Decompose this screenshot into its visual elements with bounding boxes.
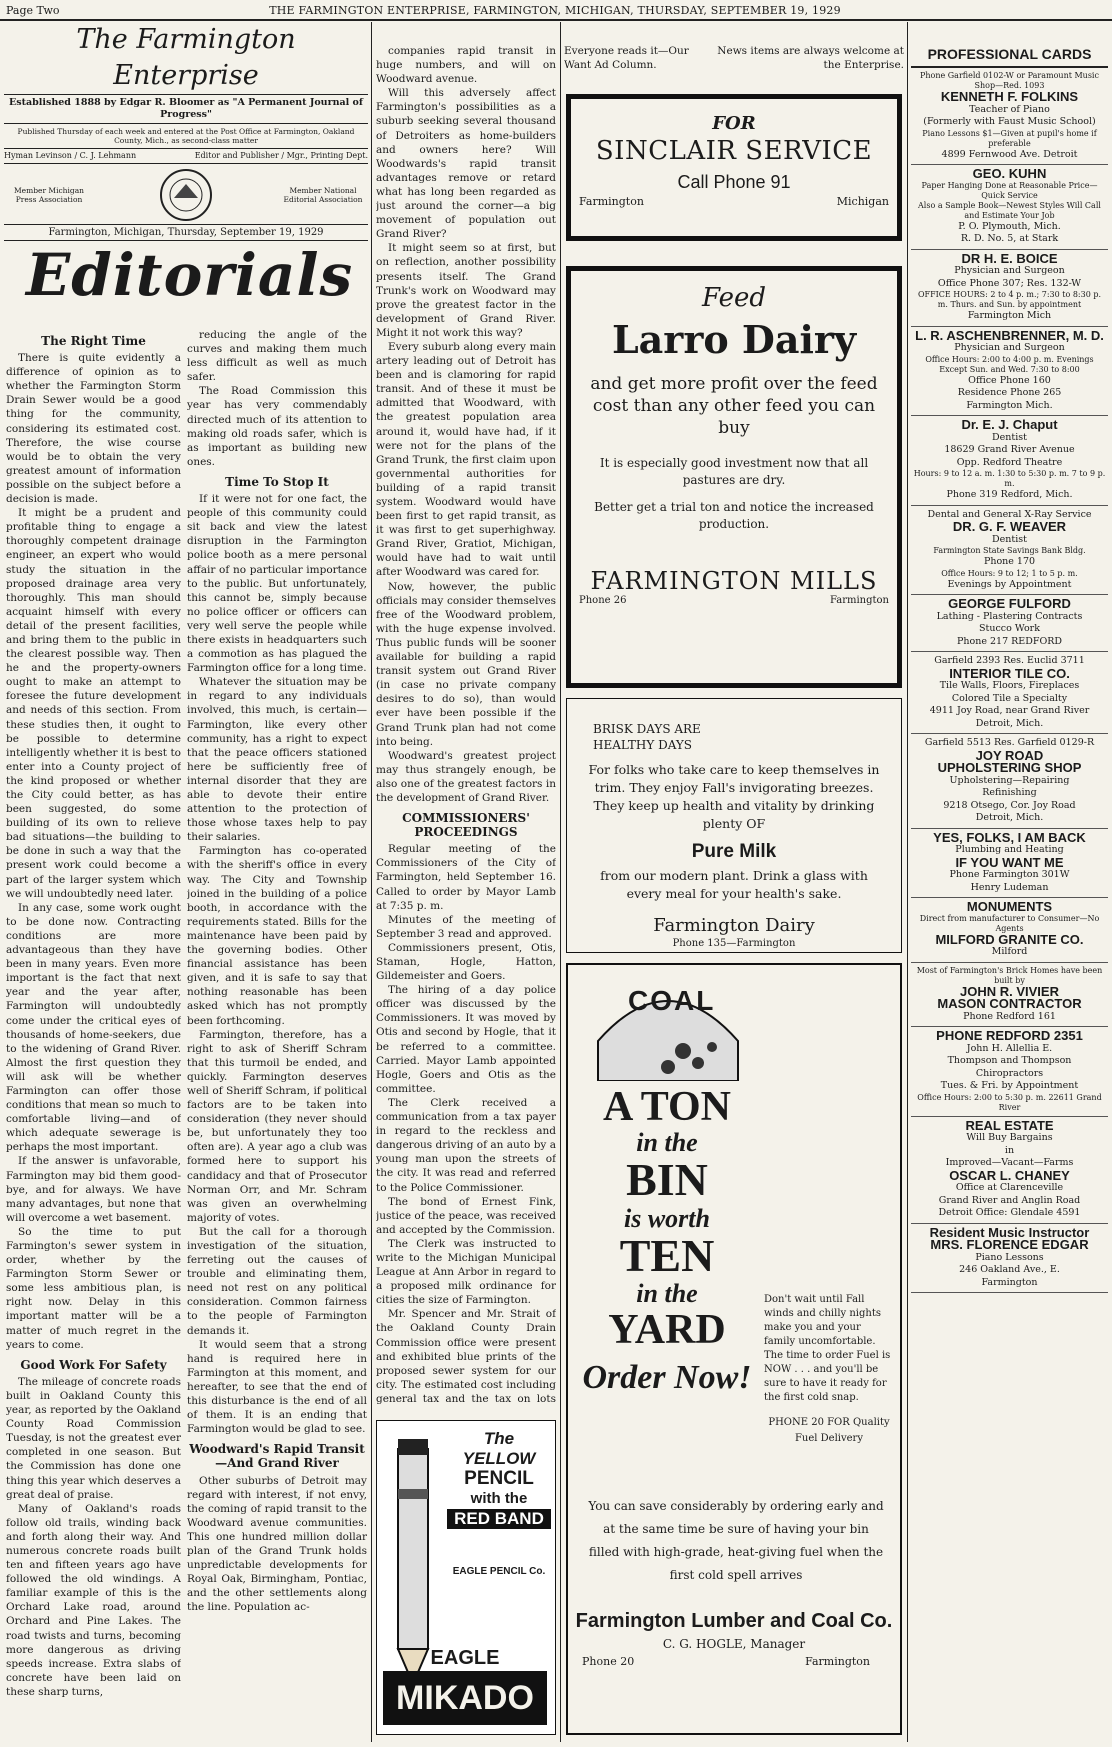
card-line: INTERIOR TILE CO. [949,665,1070,681]
card-line: Direct from manufacturer to Consumer—No Agents [919,913,1100,933]
card-line: P. O. Plymouth, Mich. [958,220,1061,232]
article-paragraph: The Road Commission this year has very commendably directed much of its attention to making old roads safer, which is as important as building new ones. [187,385,367,468]
business-card [911,506,1108,596]
column-1 [6,328,181,1740]
card-line: 246 Oakland Ave., E. [959,1264,1060,1275]
article-paragraph: Farmington has co-operated with the sheriff's office in every way. The City and Township joined in the building of a police booth, in accordance with the requirements stated. Bills for the maintenance have been paid by the governing bodies. Other financial assistance has been given, and it is safe to say that nothing reasonable has been asked which has not promptly been forthcoming. [187,845,367,1027]
larro-body-1: It is especially good investment now that all pastures are dry. [599,456,869,487]
business-card [911,595,1108,652]
article-paragraph: Minutes of the meeting of September 3 read and approved. [376,913,556,940]
pencil-line3: with the [470,1490,528,1507]
pencil-model: MIKADO [383,1671,547,1725]
card-line: Physician and Surgeon [954,342,1065,353]
article-paragraph: It might be a prudent and profitable thing to engage a thoroughly competent drainage engineer, an expert who would study the situation in the proposed drainage area very thoroughly. This man should acquaint himself with every detail of the present facilities, and bring them to the public in the clearest possible way. Then he and the property-owners ought to make an attempt to foresee the future development and needs of this section. From these studies then, it ought to be possible to determine intelligently whether it is best to enter into a County project of the kind proposed or whether the City could better, as has been suggested, do some building of its own to relieve bad situations—the building to be done in such a way that the present work could become a part of the larger system which we will undoubtedly need later. [6,507,181,900]
larro-dairy-ad [566,266,902,688]
dateline: Farmington, Michigan, Thursday, September 19, 1929 [4,224,368,241]
card-line: Tile Walls, Floors, Fireplaces [939,680,1080,691]
business-card [911,898,1108,963]
coal-is-worth: is worth [624,1203,710,1233]
sinclair-service-ad [566,94,902,241]
card-line: Hours: 9 to 12 a. m. 1:30 to 5:30 p. m. 7 to 9 p. m. [913,469,1106,488]
card-line: Piano Lessons [975,1251,1044,1263]
card-line: Plumbing and Heating [955,844,1064,855]
coal-order-now: Order Now! [582,1358,752,1396]
card-line: Tues. & Fri. by Appointment [940,1080,1079,1091]
article-paragraph: It might seem so at first, but on reflection, another possibility presents itself. The Grand Trunk's work on Woodward may prove the greatest factor in the development of Grand River. Might it not work this way? [376,242,556,339]
card-line: JOY ROAD [975,747,1044,763]
sinclair-name: SINCLAIR SERVICE [595,136,873,166]
article-paragraph: The Clerk received a communication from a tax payer in regard to the reckless and dangerous driving of an auto by a young man upon the streets of the city. It was read and referred to the Police Commissioner. [376,1096,556,1194]
card-line: Milford [991,946,1028,957]
member-national-editorial: Member National Editorial Association [283,186,363,204]
business-card [911,652,1108,734]
card-line: Dental and General X-Ray Service [927,508,1092,520]
sinclair-for: FOR [712,113,756,134]
coal-in-the: in the [636,1128,698,1158]
pencil-line4: RED BAND [447,1509,551,1529]
card-line: Phone Farmington 301W [949,869,1070,880]
card-line: Colored Tile a Specialty [951,692,1068,704]
top-rule [0,19,1112,21]
coal-manager: C. G. HOGLE, Manager [662,1637,806,1651]
milk-body-2: from our modern plant. Drink a glass with every meal for your health's sake. [600,868,868,901]
running-head: THE FARMINGTON ENTERPRISE, FARMINGTON, MICHIGAN, THURSDAY, SEPTEMBER 19, 1929 [269,4,841,17]
card-line: Grand River and Anglin Road [938,1194,1081,1206]
milk-head: BRISK DAYS ARE HEALTHY DAYS [593,722,701,752]
page-number: Page Two [6,4,60,17]
article-paragraph: Every suburb along every main artery leading out of Detroit has been and is clamoring for rapid transit. And of these it must be admitted that Woodward, with the greatest population area around it, would have had, if it were not for the plans of the Grand Trunk, the first claim upon governmental authorities for building of a rapid transit system. Woodward would have been first to get rapid transit, as it was first to get superhighway. Grand River, Gratiot, Michigan, would have had to wait until after Woodward was cared for. [376,340,556,579]
card-line: Thompson and Thompson [947,1055,1072,1066]
pencil-small: EAGLE PENCIL Co. [452,1566,546,1577]
business-card [911,327,1108,417]
business-card [911,1117,1108,1224]
card-line: Lathing - Plastering Contracts [936,610,1083,622]
coal-town: Farmington [805,1655,870,1668]
card-line: Office at Clarenceville [955,1182,1064,1193]
masthead-published: Published Thursday of each week and entered at the Post Office at Farmington, Oakland County, Mich., as second-class matter [17,127,355,145]
article-paragraph: Will this adversely affect Farmington's possibilities as a suburb seeking several thousand of Detroiters as home-builders and owners here? Will Woodwards's rapid transit advantages remove or retard what has long been regarded as just around the corner—a big movement of population out Grand River? [376,87,556,241]
masthead [4,22,368,309]
sinclair-state: Michigan [836,195,889,208]
card-line: 9218 Otsego, Cor. Joy Road [943,799,1076,811]
card-line: Garfield 5513 Res. Garfield 0129-R [924,737,1095,748]
professional-cards [911,44,1108,1740]
editorials-banner: Editorials [26,241,354,309]
business-card [911,1027,1108,1117]
article-paragraph: reducing the angle of the curves and making them much less difficult as well as much safer. [187,329,367,384]
milk-product: Pure Milk [691,841,777,862]
coal-phone: PHONE 20 FOR Quality Fuel Delivery [768,1417,890,1444]
larro-feed: Feed [701,283,767,313]
larro-phone: Phone 26 [579,595,627,606]
card-line: Dr. E. J. Chaput [961,417,1058,432]
article-paragraph: Now, however, the public officials may consider themselves free of the Woodward problem, with the huge expense involved. Thus public funds will be sooner available for building a rapid transit system out Grand River (in case no private company desires to do so), than would ever have been possible if the Grand Trunk plan had not come into being. [376,580,556,748]
pencil-line2: PENCIL [464,1468,534,1489]
card-line: 4899 Fernwood Ave. Detroit [941,148,1078,160]
card-line: Resident Music Instructor [929,1224,1090,1240]
card-line: Office Hours: 2:00 to 4:00 p. m. Evenings Except Sun. and Wed. 7:30 to 8:00 [925,354,1094,374]
article-paragraph: The Clerk was instructed to write to the Michigan Municipal League at Ann Arbor in regard to a proposed milk ordinance for cities the size of Farmington. [376,1237,556,1307]
business-card [911,68,1108,165]
article-paragraph: companies rapid transit in huge numbers, and will on Woodward avenue. [376,45,556,86]
staff-names: Hyman Levinson / C. J. Lehmann [4,151,137,160]
card-line: Office Phone 307; Res. 132-W [937,277,1082,289]
card-line: Farmington [981,1276,1038,1288]
milk-body: For folks who take care to keep themselves in trim. They enjoy Fall's invigorating breezes. They keep up health and vitality by drinking plenty OF [588,762,880,831]
card-line: Dentist [992,431,1027,443]
business-card [911,250,1108,327]
card-line: Will Buy Bargains [966,1132,1053,1143]
card-line: OFFICE HOURS: 2 to 4 p. m.; 7:30 to 8:30 p. m. Thurs. and Sun. by appointment [917,290,1101,309]
column-3 [376,44,556,1406]
article-paragraph: Whatever the situation may be in regard to any individuals involved, this much, is certain—Farmington, like every other community, has a right to expect that the peace officers stationed here be sufficiently free of internal disorder that they are able to devote their entire attention to the protection of those whose taxes help to pay their salaries. [187,676,367,844]
article-paragraph: Woodward's greatest project may thus strangely enough, be also one of the greatest factors in the development of Grand River. [376,749,556,804]
article-paragraph: The bond of Ernest Fink, justice of the peace, was received and accepted by the Commission. [376,1195,556,1236]
card-line: Henry Ludeman [970,881,1049,893]
article-headline: COMMISSIONERS' PROCEEDINGS [402,811,530,840]
article-paragraph: In any case, some work ought to be done now. Contracting conditions are more advantageous than they have been in many years. Even more important is the fact that next year and the year after, Farmington will undoubtedly come under the critical eyes of thousands of home-seekers, due to the widening of Grand River. Almost the first question they will ask will be whether Farmington can offer those conditions that mean so much to comfortable living—and of which adequate sewerage is perhaps the most important. [6,901,181,1154]
card-line: MASON CONTRACTOR [937,996,1082,1011]
card-line: Most of Farmington's Brick Homes have been built by [916,965,1103,985]
card-line: Dentist [992,533,1027,545]
milk-phone: Phone 135—Farmington [672,938,796,949]
coal-yard: YARD [608,1306,726,1353]
article-paragraph: If the answer is unfavorable, Farmington may bid them good-bye, and for always. We have many advantages, but none that will overcome a wet basement. [6,1155,181,1224]
card-line: Farmington Mich. [966,399,1053,411]
article-paragraph: The mileage of concrete roads built in Oakland County this year, as reported by the Oakland County Road Commission Tuesday, is not the greatest ever completed in one season. But the Commission has done one thing this year which deserves a great deal of praise. [6,1375,181,1501]
card-line: IF YOU WANT ME [955,854,1064,870]
card-line: Detroit Office: Glendale 4591 [938,1207,1081,1218]
card-line: Garfield 2393 Res. Euclid 3711 [934,655,1085,666]
coal-ten: TEN [619,1229,715,1281]
card-line: MILFORD GRANITE CO. [935,931,1084,947]
column-rule [907,22,908,1742]
card-line: MONUMENTS [966,899,1053,914]
sinclair-town: Farmington [579,195,644,208]
article-headline: Woodward's Rapid Transit —And Grand River [189,1442,365,1471]
sinclair-call: Call Phone 91 [677,172,791,192]
article-paragraph: Mr. Spencer and Mr. Strait of the Oakland County Drain Commission office were present and exhibited blue prints of the proposed sewer system for our city. The estimated cost including general tax and the tax on lots [376,1308,556,1405]
card-line: Upholstering—Repairing [949,774,1070,786]
card-line: MRS. FLORENCE EDGAR [930,1237,1089,1252]
coal-a-ton: A TON [602,1084,731,1130]
larro-body-2: Better get a trial ton and notice the increased production. [594,500,874,531]
card-line: Farmington Mich [967,310,1052,321]
article-paragraph: If it were not for one fact, the people of this community could sit back and view the latest disruption in the Farmington police booth as a mere personal affair of no particular importance to the public. But unfortunately, this cannot be, simply because no police officer or officers can very well serve the people while there exists in headquarters such a commotion as has plagued the Farmington office for a long time. [187,493,367,675]
business-card [911,734,1108,829]
article-paragraph: But the call for a thorough investigation of the situation, ferreting out the causes of trouble and eliminating them, need not rest on any political consideration. Common fairness to the people of Farmington demands it. [187,1225,367,1337]
farmington-coal-ad [566,963,902,1735]
staff-titles: Editor and Publisher / Mgr., Printing Dept. [194,151,368,160]
article-paragraph: Farmington, therefore, has a right to ask of Sheriff Schram that this turmoil be ended, and quickly. Farmington deserves well of Sheriff Schram, if political factors are to be taken into consideration (they never should be, but unfortunately they too often are). A year ago a club was formed here to support his candidacy and that of Prosecutor Norman Orr, and Mr. Schram was given an overwhelming majority of votes. [187,1028,367,1224]
masthead-established: Established 1888 by Edgar R. Bloomer as "A Permanent Journal of Progress" [4,94,368,124]
business-card [911,1224,1108,1294]
card-line: GEO. KUHN [972,166,1047,181]
card-line: Stucco Work [979,623,1040,634]
article-headline: Good Work For Safety [20,1357,167,1372]
pencil-line1: The YELLOW [462,1429,536,1468]
card-line: Phone 170 [983,556,1036,567]
business-card [911,416,1108,506]
press-association-seal [158,168,214,222]
larro-name: Larro Dairy [611,317,857,362]
card-line: Phone Redford 161 [963,1010,1056,1022]
card-line: DR. G. F. WEAVER [952,519,1067,534]
card-line: Office Hours: 9 to 12; 1 to 5 p. m. [941,568,1078,578]
coal-bin: BIN [626,1154,708,1206]
business-card [911,165,1108,250]
article-paragraph: The hiring of a day police officer was discussed by the Commissioners. It was moved by Otis and second by Hogle, that it be referred to a committee. Carried. Mayor Lamb appointed Hogle, Goers and Otis as the committee. [376,984,556,1095]
news-items-note: News items are always welcome at the Enterprise. [717,45,904,71]
milk-signature: Farmington Dairy [653,915,815,936]
column-rule [560,22,561,1742]
card-line: Phone 217 REDFORD [957,635,1062,647]
article-paragraph: It would seem that a strong hand is required here in Farmington at this moment, and hereafter, to see that the end of this disturbance is the end of all of them. It is an ending that Farmington would be glad to see. [187,1338,367,1436]
card-line: Also a Sample Book—Newest Styles Will Call and Estimate Your Job [918,200,1101,220]
farmington-dairy-ad [566,698,902,953]
card-line: OSCAR L. CHANEY [949,1167,1070,1183]
card-line: Residence Phone 265 [957,387,1062,398]
card-line: JOHN R. VIVIER [960,983,1059,999]
coal-in-the-2: in the [636,1279,698,1309]
eagle-pencil-ad [376,1420,556,1735]
column-2 [187,328,367,1740]
larro-subhead: and get more profit over the feed cost than any other feed you can buy [590,374,878,438]
coal-signature: Farmington Lumber and Coal Co. [575,1610,893,1632]
card-line: UPHOLSTERING SHOP [937,760,1082,775]
card-line: Opp. Redford Theatre [956,456,1063,468]
card-line: Chiropractors [975,1067,1044,1079]
card-line: DR H. E. BOICE [961,250,1058,266]
pencil-brand: EAGLE [430,1647,500,1669]
card-line: John H. Allellia E. [966,1042,1053,1054]
card-line: Office Phone 160 [968,374,1051,386]
card-line: Improved—Vacant—Farms [945,1157,1074,1168]
member-michigan-press: Member Michigan Press Association [13,186,85,204]
column-rule [371,22,372,1742]
card-line: Paper Hanging Done at Reasonable Price—Quick Service [921,180,1098,200]
want-ad-note: Everyone reads it—Our Want Ad Column. [564,45,689,71]
masthead-title: The Farmington Enterprise [76,24,296,91]
coal-phone-2: Phone 20 [582,1655,635,1668]
card-line: Office Hours: 2:00 to 5:30 p. m. 22611 Grand River [917,1092,1102,1112]
card-line: Piano Lessons $1—Given at pupil's home if preferable [922,128,1097,148]
card-line: 18629 Grand River Avenue [944,444,1075,455]
article-paragraph: Many of Oakland's roads follow old trails, winding back and forth along their way. And numerous concrete roads built ten and fifteen years ago have followed the old windings. A familiar example of this is the Orchard Lake road, around Orchard and Pine Lakes. The road twists and turns, becoming more dangerous as driving speeds increase. Extra slabs of concrete have been laid on these sharp turns, [6,1502,181,1698]
larro-town: Farmington [829,595,889,606]
card-line: Evenings by Appointment [947,578,1072,590]
card-line: Refinishing [982,787,1037,798]
cards-title: PROFESSIONAL CARDS [911,44,1108,68]
card-line: YES, FOLKS, I AM BACK [933,829,1086,845]
card-line: Physician and Surgeon [954,265,1065,276]
card-line: Phone 319 Redford, Mich. [946,489,1073,500]
article-paragraph: Regular meeting of the Commissioners of the City of Farmington, held September 16. Called to order by Mayor Lamb at 7:35 p. m. [376,843,556,912]
card-line: REAL ESTATE [965,1117,1054,1133]
card-line: L. R. ASCHENBRENNER, M. D. [915,327,1104,343]
card-line: 4911 Joy Road, near Grand River [929,705,1090,716]
coal-body: You can save considerably by ordering early and at the same time be sure of having your bin filled with high-grade, heat-giving fuel when the first cold spell arrives [588,1499,884,1582]
card-line: Teacher of Piano [969,103,1050,115]
coal-word: COAL [628,985,716,1016]
card-line: in [1004,1144,1015,1156]
larro-signature: FARMINGTON MILLS [590,567,878,595]
card-line: KENNETH F. FOLKINS [940,89,1079,104]
card-line: R. D. No. 5, at Stark [960,233,1059,244]
article-paragraph: So the time to put Farmington's sewer system in order, whether by the Farmington Storm Sewer or some less ambitious plan, is right now. Delay in this important matter will be a matter of much regret in the years to come. [6,1225,181,1351]
card-line: Detroit, Mich. [975,717,1044,729]
article-headline: Time To Stop It [225,474,329,489]
card-line: GEORGE FULFORD [948,596,1071,611]
coal-copy: Don't wait until Fall winds and chilly nights make you and your family uncomfortable. The time to order Fuel is NOW . . . and you'll be sure to have it ready for the first cold snap. [764,1294,891,1403]
article-paragraph: There is quite evidently a difference of opinion as to whether the Farmington Storm Drain Sewer would be a good thing for the community, considering its estimated cost. Therefore, the wise course would be to obtain the very greatest amount of information possible on the subject before a decision is made. [6,352,181,506]
article-headline: The Right Time [41,334,146,348]
card-line: Phone Garfield 0102-W or Paramount Music Shop—Red. 1093 [920,71,1099,90]
business-card [911,963,1108,1028]
card-line: (Formerly with Faust Music School) [923,116,1096,127]
article-paragraph: Other suburbs of Detroit may regard with interest, if not envy, the coming of rapid transit to the Woodward avenue communities. This one hundred million dollar plan of the Grand Trunk holds unpredictable developments for Royal Oak, Birmingham, Pontiac, and the other settlements along the line. Population ac- [187,1474,367,1614]
card-line: Farmington State Savings Bank Bldg. [933,546,1086,555]
article-paragraph: Commissioners present, Otis, Staman, Hogle, Hatton, Gildemeister and Goers. [376,941,556,983]
card-line: Detroit, Mich. [975,812,1044,823]
card-line: PHONE REDFORD 2351 [936,1028,1083,1043]
business-card [911,829,1108,899]
